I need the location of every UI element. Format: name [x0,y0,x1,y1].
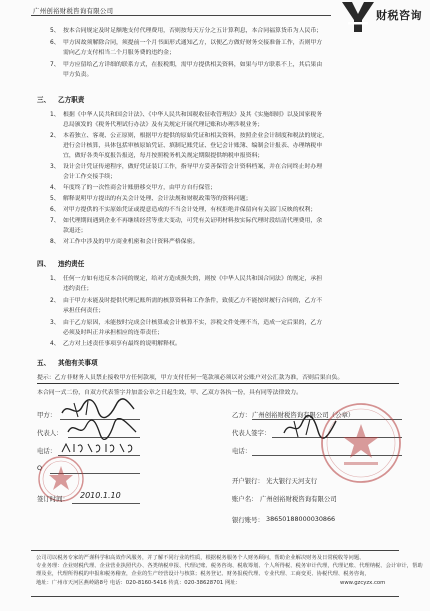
item-text: 对工作中涉及的甲方商业机密和会计资料严格保密。 [63,239,199,245]
item-number: 3、 [50,320,60,326]
item-text: 承担任何责任； [63,308,105,314]
party-a-q-label: Q [37,464,43,472]
item-number: 2、 [50,133,60,139]
item-text: 甲方因故须解除合同，须提前一个月书面形式通知乙方，以便乙方做好财务交接准备工作，否则甲方 [63,40,323,46]
item-number: 1、 [50,276,60,282]
sign-date-underline [72,503,140,504]
party-b-rep-label: 代表人签字： [232,429,271,437]
party-b-company-stamp [318,400,404,486]
footer-line: 公司司以税务专家的严谨科学和高效作风服务，并了解不同行业的性质，根据税务服务个人财务顾问，帮助企业解决财务及日常税收等问题、 [36,555,365,561]
item-text: 违约责任； [63,286,93,292]
item-text: 对甲方提供的不实原始凭证或提意造成的不当会计处理，有权拒绝并保留向有关部门反映的权利； [63,207,317,213]
notice-text: 提示：乙方非财务人员禁止接收甲方任何款项，甲方支付任何一笔款项必须以对公账户对公汇款为准，否则后果自负。 [37,375,344,381]
account-no-value: 38650188000030866 [266,515,336,523]
party-a-rep-signature-scribble [66,418,142,440]
section-number: 四、 [37,260,51,268]
section-title: 违约责任 [58,260,85,268]
footer-website: www.gzcyzx.com [340,580,386,586]
bank-value: 光大银行天河支行 [266,477,318,485]
item-number: 8、 [50,239,60,245]
company-logo [338,0,430,34]
section-number: 五、 [37,359,51,367]
item-text: 任何一方如有违反本合同的规定，给对方造成损失的，则按《中华人民共和国合同法》的规定，承担 [63,276,323,282]
party-b-name: 广州创裕财税咨询有限公司（公章） [252,411,355,419]
party-b-tel-label: 电话： [232,447,252,455]
item-number: 6、 [50,207,60,213]
item-number: 1、 [50,112,60,118]
item-text: 必须及时纠正并承担相应的连带责任； [63,330,164,336]
party-a-label: 甲方： [37,411,57,419]
sign-date-value: 2010.1.10 [80,491,121,500]
item-text: 由于甲方未能及时提供代理记账所需的核算资料和工作条件，致使乙方不能按时履行合同的，乙方不 [63,298,323,304]
item-number: 7、 [50,218,60,224]
item-number: 4、 [50,185,60,191]
item-text: 由于乙方原因，未能按时完成会计核算或会计核算不实，涉税文件处理不当，造成一定后果的，乙方 [63,320,323,326]
item-text: 会计工作交接手续； [63,174,117,180]
item-text: 年度终了的一次性商会计账册移交甲方，由甲方自行保管； [63,185,217,191]
item-text: 设计会计凭证传递程序，做好凭证装订工作，指导甲方妥善保管会计资料档案，并在合同终止时办理 [63,164,323,170]
item-text: 本着独立、客观、公正原则，根据甲方提供的原始凭证和相关资料，按照企业会计制度和税法的规定， [63,133,329,139]
item-number: 2、 [50,298,60,304]
item-text: 款退还； [63,228,87,234]
item-text: 甲方负责。 [63,72,93,78]
footer-line: 理及业，代理所得税的申报和税务稽查，企业的生产经营设计与核算；税务登记、财务报税代理、专业代理、工商变更、协税代理、税务咨询， [36,571,370,577]
bank-label: 开户银行： [232,477,264,485]
item-text: 甲方应留给乙方详细的联系方式，在报税期，需甲方提供相关资料，如果与甲方联系不上，其后果由 [63,62,323,68]
footer-contact: 地址：广州市天河区燕岭路8号 电话：020-8160-5416 传真：020-38628701 网址： [36,580,241,586]
footer-line: 专业务理：企业财税代理、企业营业执照代办、各类纳税申报、代理记账、税务咨询、税收筹划、个人所得税、税务审计代理，代理记账、代理纳税、会计审计，帮助 [36,563,423,569]
closing-text: 本合同一式二份，自双方代表签字并加盖公章之日起生效，甲、乙双方各执一份，具有同等法律效力。 [37,390,303,396]
item-text: 根据《中华人民共和国会计法》、《中华人民共和国税收征收管理法》及其《实施细则》以及国家税务 [63,112,323,118]
item-number: 6、 [50,40,60,46]
sign-date-label: 签订时间： [37,495,69,503]
party-a-rep-label: 代表人： [37,429,63,437]
logo-mark-icon [338,0,378,34]
account-no-label: 银行账号： [232,516,264,524]
account-name-label: 账户名： [232,495,258,503]
item-text: 宜，做好各类年度报告报送，每月按照税务机关规定期限提供纳税申报资料； [63,153,264,159]
logo-text: 财税咨询 [376,9,422,22]
party-a-tel-label: 电话： [37,447,57,455]
item-text: 总局颁发的《税务代理试行办法》及有关规定开展代理记账和办理涉税业务； [63,122,264,128]
item-number: 5、 [50,196,60,202]
item-number: 3、 [50,164,60,170]
section-title: 乙方职责 [58,96,85,104]
item-number: 4、 [50,341,60,347]
section-number: 三、 [37,96,51,104]
section-title: 其他有关事项 [58,359,98,367]
item-text: 进行会计核算，具体包括审核原始凭证、填制记账凭证、登记会计账簿、编制会计报表、办理纳税申 [63,143,323,149]
item-text: 需向乙方支付相当二个月服务费的违约金； [63,50,175,56]
item-number: 5、 [50,28,60,34]
footer-divider [31,550,399,551]
header-company-name: 广州创裕财税咨询有限公司 [33,7,114,15]
header-divider [31,15,331,16]
footer-bottom-divider [31,596,399,597]
item-text: 解释说明甲方提出的有关会计处理、会计法规和财税政策等的资料问题； [63,196,252,202]
item-text: 按本合同规定及时足额地支付代理费用，否则按每天万分之五计算利息，本合同福算货币为人民币； [63,28,323,34]
party-b-label: 乙方： [232,411,252,419]
item-number: 7、 [50,62,60,68]
item-text: 乙方对上述责任事项享有最终的说明解释权。 [63,341,181,347]
item-text: 如代理期间遇到企业不再继续经营等重大变动，可凭有关证明材料按实际代理时段结清代理费用，余 [63,218,323,224]
account-name-value: 广州创裕财税咨询有限公司 [260,495,337,503]
